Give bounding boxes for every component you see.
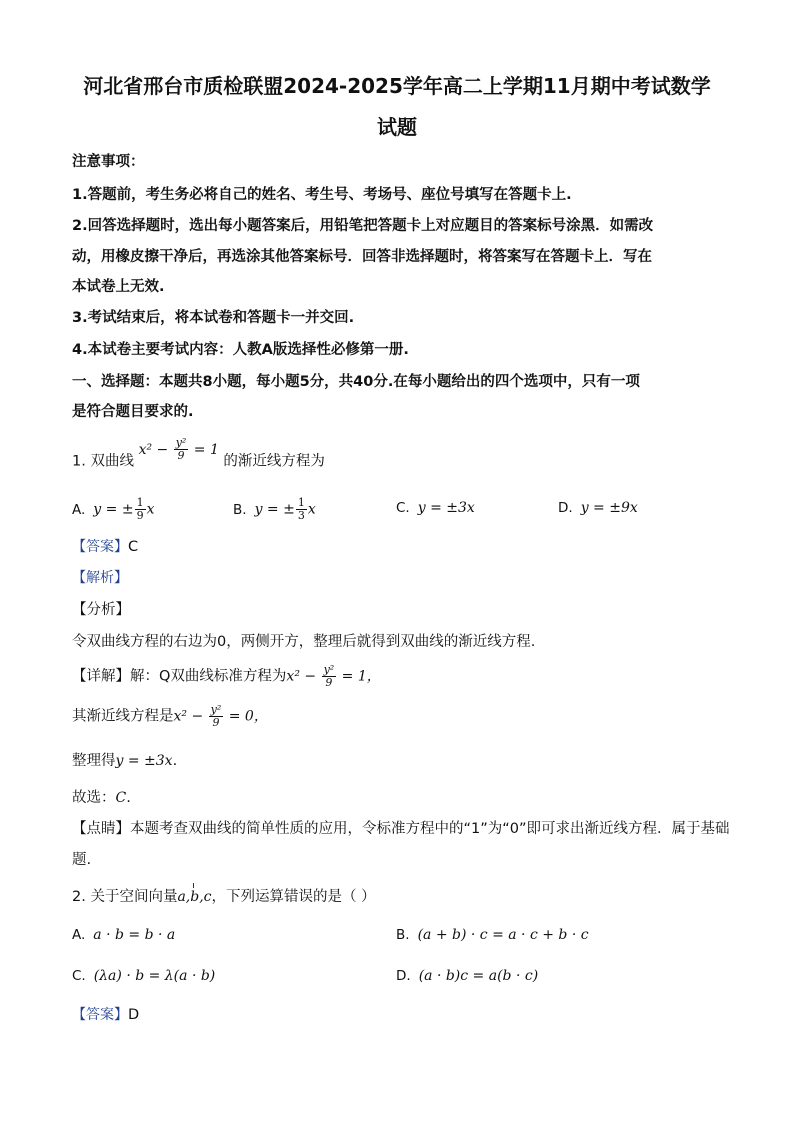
q1-option-c-text: y = ±3x	[417, 500, 475, 516]
exam-title-line1: 河北省邢台市质检联盟2024-2025学年高二上学期11月期中考试数学	[83, 74, 711, 98]
q1-asym-den: 9	[212, 716, 220, 729]
q1-answer	[72, 536, 138, 556]
q2-option-c-label: C.	[72, 968, 86, 984]
q1-detail-frac	[322, 664, 337, 689]
q1-detail-num: y²	[323, 663, 335, 676]
notes-item-1: 1.答题前，考生务必将自己的姓名、考生号、考场号、座位号填写在答题卡上.	[72, 187, 572, 203]
q1-option-d-text: y = ±9x	[580, 500, 638, 516]
q1-asym-eq: = 0，	[224, 708, 268, 725]
q1-comment-text1: 本题考查双曲线的简单性质的应用，令标准方程中的“1”为“0”即可求出渐近线方程．属于基础	[130, 821, 730, 837]
q1-option-a-pre: y = ±	[93, 501, 134, 518]
q1-option-b-label: B.	[233, 501, 247, 518]
notes-item-2b: 动，用橡皮擦干净后，再选涂其他答案标号．回答非选择题时，将答案写在答题卡上．写在	[72, 249, 652, 265]
q1-result	[72, 749, 177, 770]
q1-asymptote	[72, 704, 268, 729]
q2-suffix: ，下列运算错误的是（ ）	[211, 889, 376, 905]
q2-answer	[72, 1004, 139, 1024]
q2-stem	[72, 885, 376, 906]
section1-line2: 是符合题目要求的.	[72, 404, 194, 420]
q1-option-a-num: 1	[136, 496, 144, 509]
q1-detail-minus: −	[299, 668, 321, 685]
notes-item-2a: 2.回答选择题时，选出每小题答案后，用铅笔把答题卡上对应题目的答案标号涂黑．如需改	[72, 218, 654, 234]
q1-option-b-post: x	[307, 501, 316, 518]
q1-choose-post: .	[126, 790, 131, 806]
q1-answer-value: C	[128, 539, 139, 555]
q2-option-d-label: D.	[396, 968, 411, 984]
q2-option-b	[396, 927, 589, 943]
q2-option-d	[396, 968, 538, 984]
q1-option-b-pre: y = ±	[254, 501, 295, 518]
q1-detail-den: 9	[325, 676, 333, 689]
q2-option-c-text: (λa) · b = λ(a · b)	[93, 968, 216, 984]
q1-option-c	[396, 500, 475, 516]
q1-comment-line1	[72, 817, 730, 838]
q1-stem	[72, 436, 325, 474]
q1-comment-line2: 题.	[72, 852, 92, 868]
q2-option-a	[72, 927, 175, 943]
notes-heading: 注意事项：	[72, 154, 145, 170]
q1-equation	[138, 436, 224, 462]
q1-option-b-frac	[296, 497, 307, 522]
q1-result-post: .	[172, 753, 178, 769]
q2-option-a-text: a · b = b · a	[93, 927, 176, 943]
q2-option-a-label: A.	[72, 927, 86, 943]
q1-minus: −	[152, 441, 173, 458]
q2-answer-value: D	[128, 1007, 140, 1023]
q2-option-c	[72, 968, 215, 984]
q2-option-d-text: (a · b)c = a(b · c)	[418, 968, 539, 984]
q1-asym-num: y²	[210, 703, 222, 716]
notes-item-3: 3.考试结束后，将本试卷和答题卡一并交回.	[72, 310, 355, 326]
q2-vectors: a,b,c	[177, 889, 212, 905]
q1-option-a-frac	[135, 497, 146, 522]
q1-option-d	[558, 500, 638, 516]
q1-result-eq: y = ±3x	[115, 753, 173, 769]
q1-choose	[72, 786, 131, 807]
q1-asym-minus: −	[187, 708, 208, 725]
q1-frac-num: y²	[175, 436, 187, 449]
q1-analysis-tag: 【解析】	[72, 570, 128, 586]
q1-option-a-label: A.	[72, 501, 86, 518]
q1-option-a	[72, 497, 154, 522]
q1-option-c-label: C.	[396, 500, 410, 516]
q1-option-a-den: 9	[136, 509, 144, 522]
q1-prefix: 1. 双曲线	[72, 453, 134, 470]
q1-detail-eq: = 1，	[337, 668, 381, 685]
q1-comment-tag: 【点睛】	[72, 821, 130, 837]
q1-detail-tag: 【详解】	[72, 668, 130, 685]
q1-suffix: 的渐近线方程为	[223, 453, 325, 470]
q1-detail-pre: 解：Q双曲线标准方程为	[130, 668, 287, 685]
q1-option-b-num: 1	[297, 496, 305, 509]
q1-option-b	[233, 497, 316, 522]
q1-detail	[72, 664, 381, 689]
q1-asym-x2: x²	[173, 708, 188, 725]
q1-detail-x2: x²	[286, 668, 300, 685]
q1-fenxi-text: 令双曲线方程的右边为0，两侧开方，整理后就得到双曲线的渐近线方程.	[72, 634, 536, 650]
q1-asym-pre: 其渐近线方程是	[72, 708, 174, 725]
notes-item-2c: 本试卷上无效.	[72, 279, 165, 295]
q1-frac-den: 9	[177, 449, 185, 462]
q1-option-a-post: x	[146, 501, 155, 518]
notes-item-4: 4.本试卷主要考试内容：人教A版选择性必修第一册.	[72, 342, 409, 358]
q2-answer-tag: 【答案】	[72, 1007, 128, 1023]
q2-prefix: 2. 关于空间向量	[72, 889, 178, 905]
q1-x2: x²	[138, 441, 153, 458]
q1-choose-value: C	[115, 790, 127, 806]
section1-line1: 一、选择题：本题共8小题，每小题5分，共40分.在每小题给出的四个选项中，只有一项	[72, 374, 640, 390]
q1-asym-frac	[209, 704, 224, 729]
q1-fenxi-tag: 【分析】	[72, 602, 130, 618]
q1-option-d-label: D.	[558, 500, 573, 516]
q1-result-pre: 整理得	[72, 753, 116, 769]
exam-title-line2: 试题	[377, 115, 417, 139]
q1-fraction	[174, 437, 189, 462]
q2-option-b-label: B.	[396, 927, 410, 943]
q2-option-b-text: (a + b) · c = a · c + b · c	[417, 927, 589, 943]
q1-option-b-den: 3	[297, 509, 305, 522]
q1-answer-tag: 【答案】	[72, 539, 128, 555]
q1-eq: = 1	[189, 441, 219, 458]
q1-choose-pre: 故选：	[72, 790, 116, 806]
